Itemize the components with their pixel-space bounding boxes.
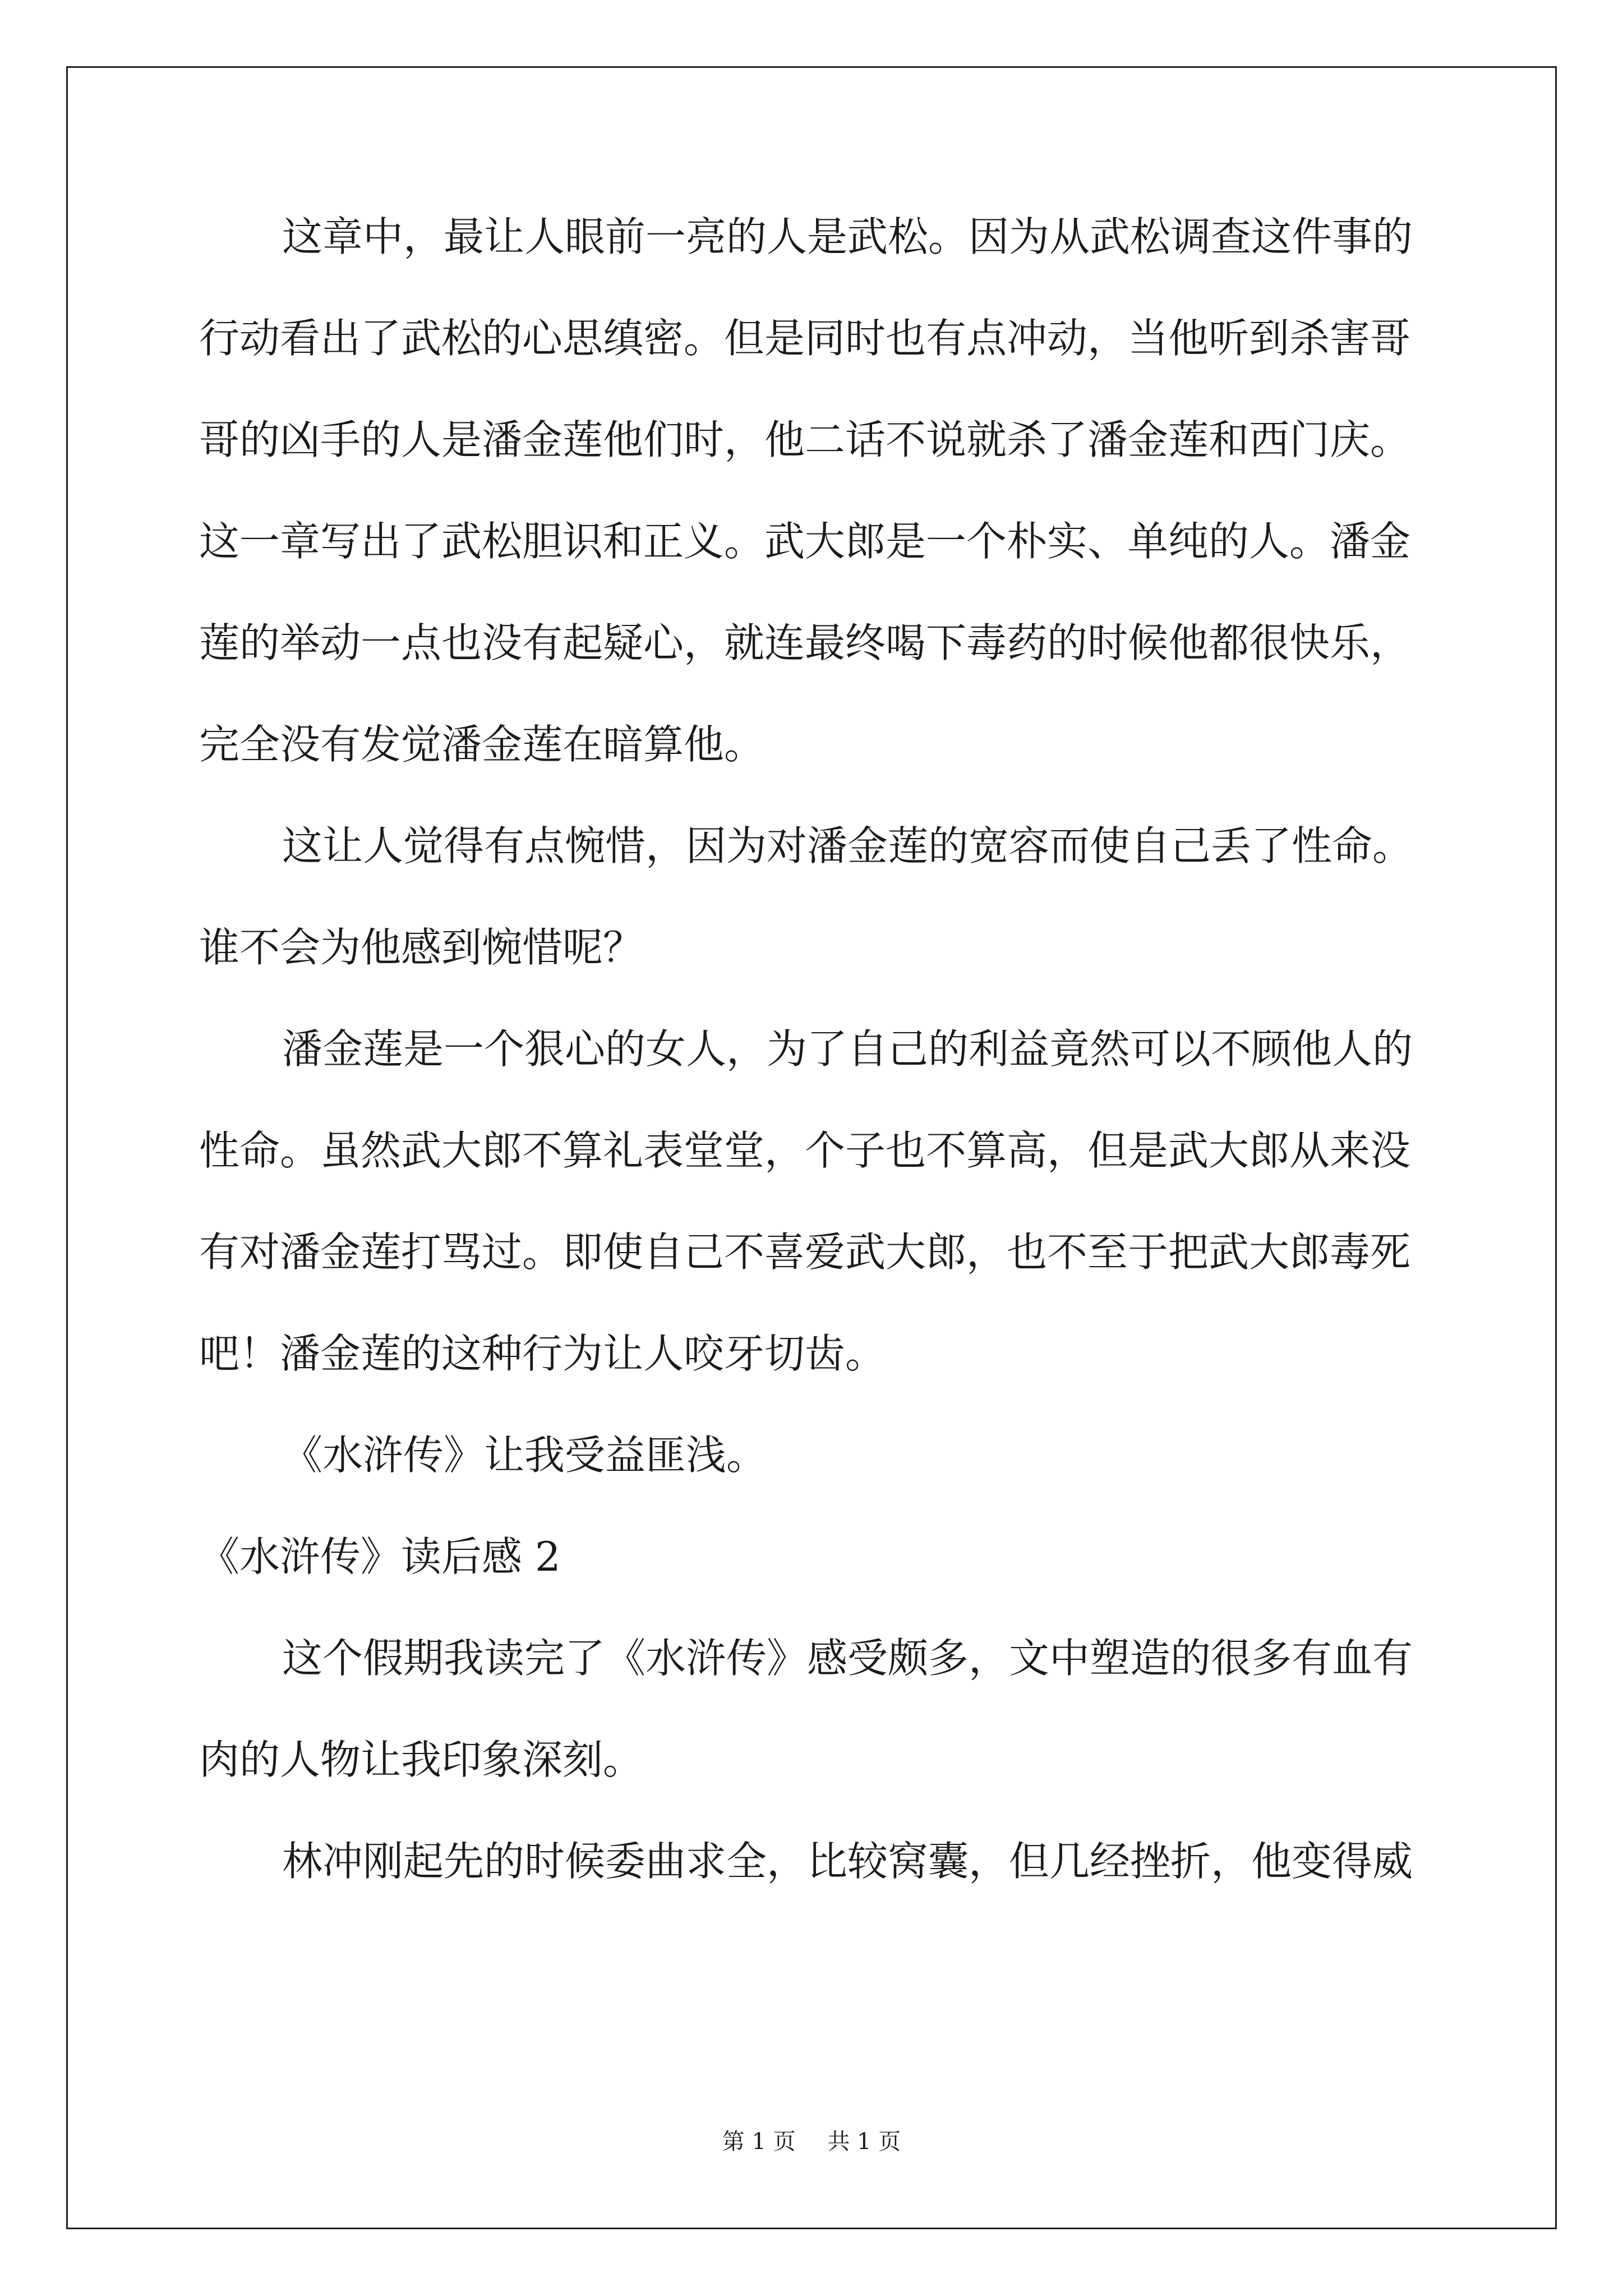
page-number: 第 1 页 [722,2129,796,2155]
paragraph-line: 完全没有发觉潘金莲在暗算他。 [199,721,765,768]
paragraph-line: 性命。虽然武大郎不算礼表堂堂，个子也不算高，但是武大郎从来没 [199,1127,1411,1174]
paragraph-line: 这一章写出了武松胆识和正义。武大郎是一个朴实、单纯的人。潘金 [199,518,1411,565]
paragraph-line: 有对潘金莲打骂过。即使自己不喜爱武大郎，也不至于把武大郎毒死 [199,1228,1411,1276]
paragraph-line: 《水浒传》让我受益匪浅。 [282,1432,767,1479]
paragraph-line: 莲的举动一点也没有起疑心，就连最终喝下毒药的时候他都很快乐， [199,619,1411,666]
paragraph-line: 林冲刚起先的时候委曲求全，比较窝囊，但几经挫折，他变得威 [282,1838,1413,1885]
paragraph-line: 肉的人物让我印象深刻。 [199,1736,644,1783]
paragraph-line: 这章中，最让人眼前一亮的人是武松。因为从武松调查这件事的 [282,213,1413,260]
page-total: 共 1 页 [827,2129,901,2155]
section-heading: 《水浒传》读后感 2 [199,1533,561,1580]
paragraph-line: 这个假期我读完了《水浒传》感受颇多，文中塑造的很多有血有 [282,1635,1413,1682]
paragraph-line: 行动看出了武松的心思缜密。但是同时也有点冲动，当他听到杀害哥 [199,315,1411,362]
paragraph-line: 谁不会为他感到惋惜呢？ [199,924,644,971]
paragraph-line: 哥的凶手的人是潘金莲他们时，他二话不说就杀了潘金莲和西门庆。 [199,416,1411,463]
paragraph-line: 吧！潘金莲的这种行为让人咬牙切齿。 [199,1330,886,1377]
page-footer [0,2125,1623,2159]
paragraph-line: 这让人觉得有点惋惜，因为对潘金莲的宽容而使自己丢了性命。 [282,822,1413,869]
paragraph-line: 潘金莲是一个狠心的女人，为了自己的利益竟然可以不顾他人的 [282,1025,1413,1073]
